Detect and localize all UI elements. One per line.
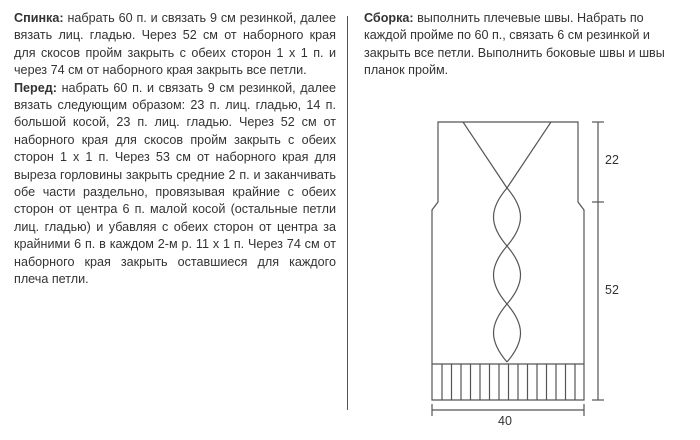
assembly-label: Сборка: — [364, 11, 414, 25]
dimension-label-width: 40 — [498, 414, 512, 428]
cable-braid-left — [494, 188, 521, 362]
back-label: Спинка: — [14, 11, 64, 25]
front-text: набрать 60 п. и связать 9 см резинкой, далее вязать следующим образом: 23 п. лиц. гладью, 14 п. большой косой, 23 п. лиц. гладью. Через 52 см от наборного края для скосов пройм закрыть с обеих сторон 1 х 1 п. Через 53 см от наборного края для выреза горловины закрыть средние 2 п. и заканчивать обе части раздельно, провязывая крайние с обеих сторон от центра 6 п. малой косой (остальные петли лиц. гладью) и убавляя с обеих сторон от центра за крайними 6 п. в каждом 2-м р. 11 х 1 п. Через 74 см от наборного края закрыть оставшиеся для каждого плеча петли. — [14, 80, 336, 287]
garment-outline — [432, 122, 584, 400]
assembly-text: выполнить плечевые швы. Набрать по каждой пройме по 60 п., связать 6 см резинкой и закрыть все петли. Выполнить боковые швы и швы планок пройм. — [364, 11, 665, 78]
cable-braid-right — [494, 188, 521, 362]
ribbing-band — [442, 364, 575, 400]
neckline — [463, 122, 551, 188]
dimension-label-side: 52 — [605, 283, 619, 297]
back-text: набрать 60 п. и связать 9 см резинкой, далее вязать лиц. гладью. Через 52 см от наборного края для скосов пройм закрыть с обеих сторон 1 х 1 п. и через 74 см от наборного края закрыть все петли. — [14, 11, 336, 78]
dimension-label-top: 22 — [605, 153, 619, 167]
front-label: Перед: — [14, 80, 57, 95]
